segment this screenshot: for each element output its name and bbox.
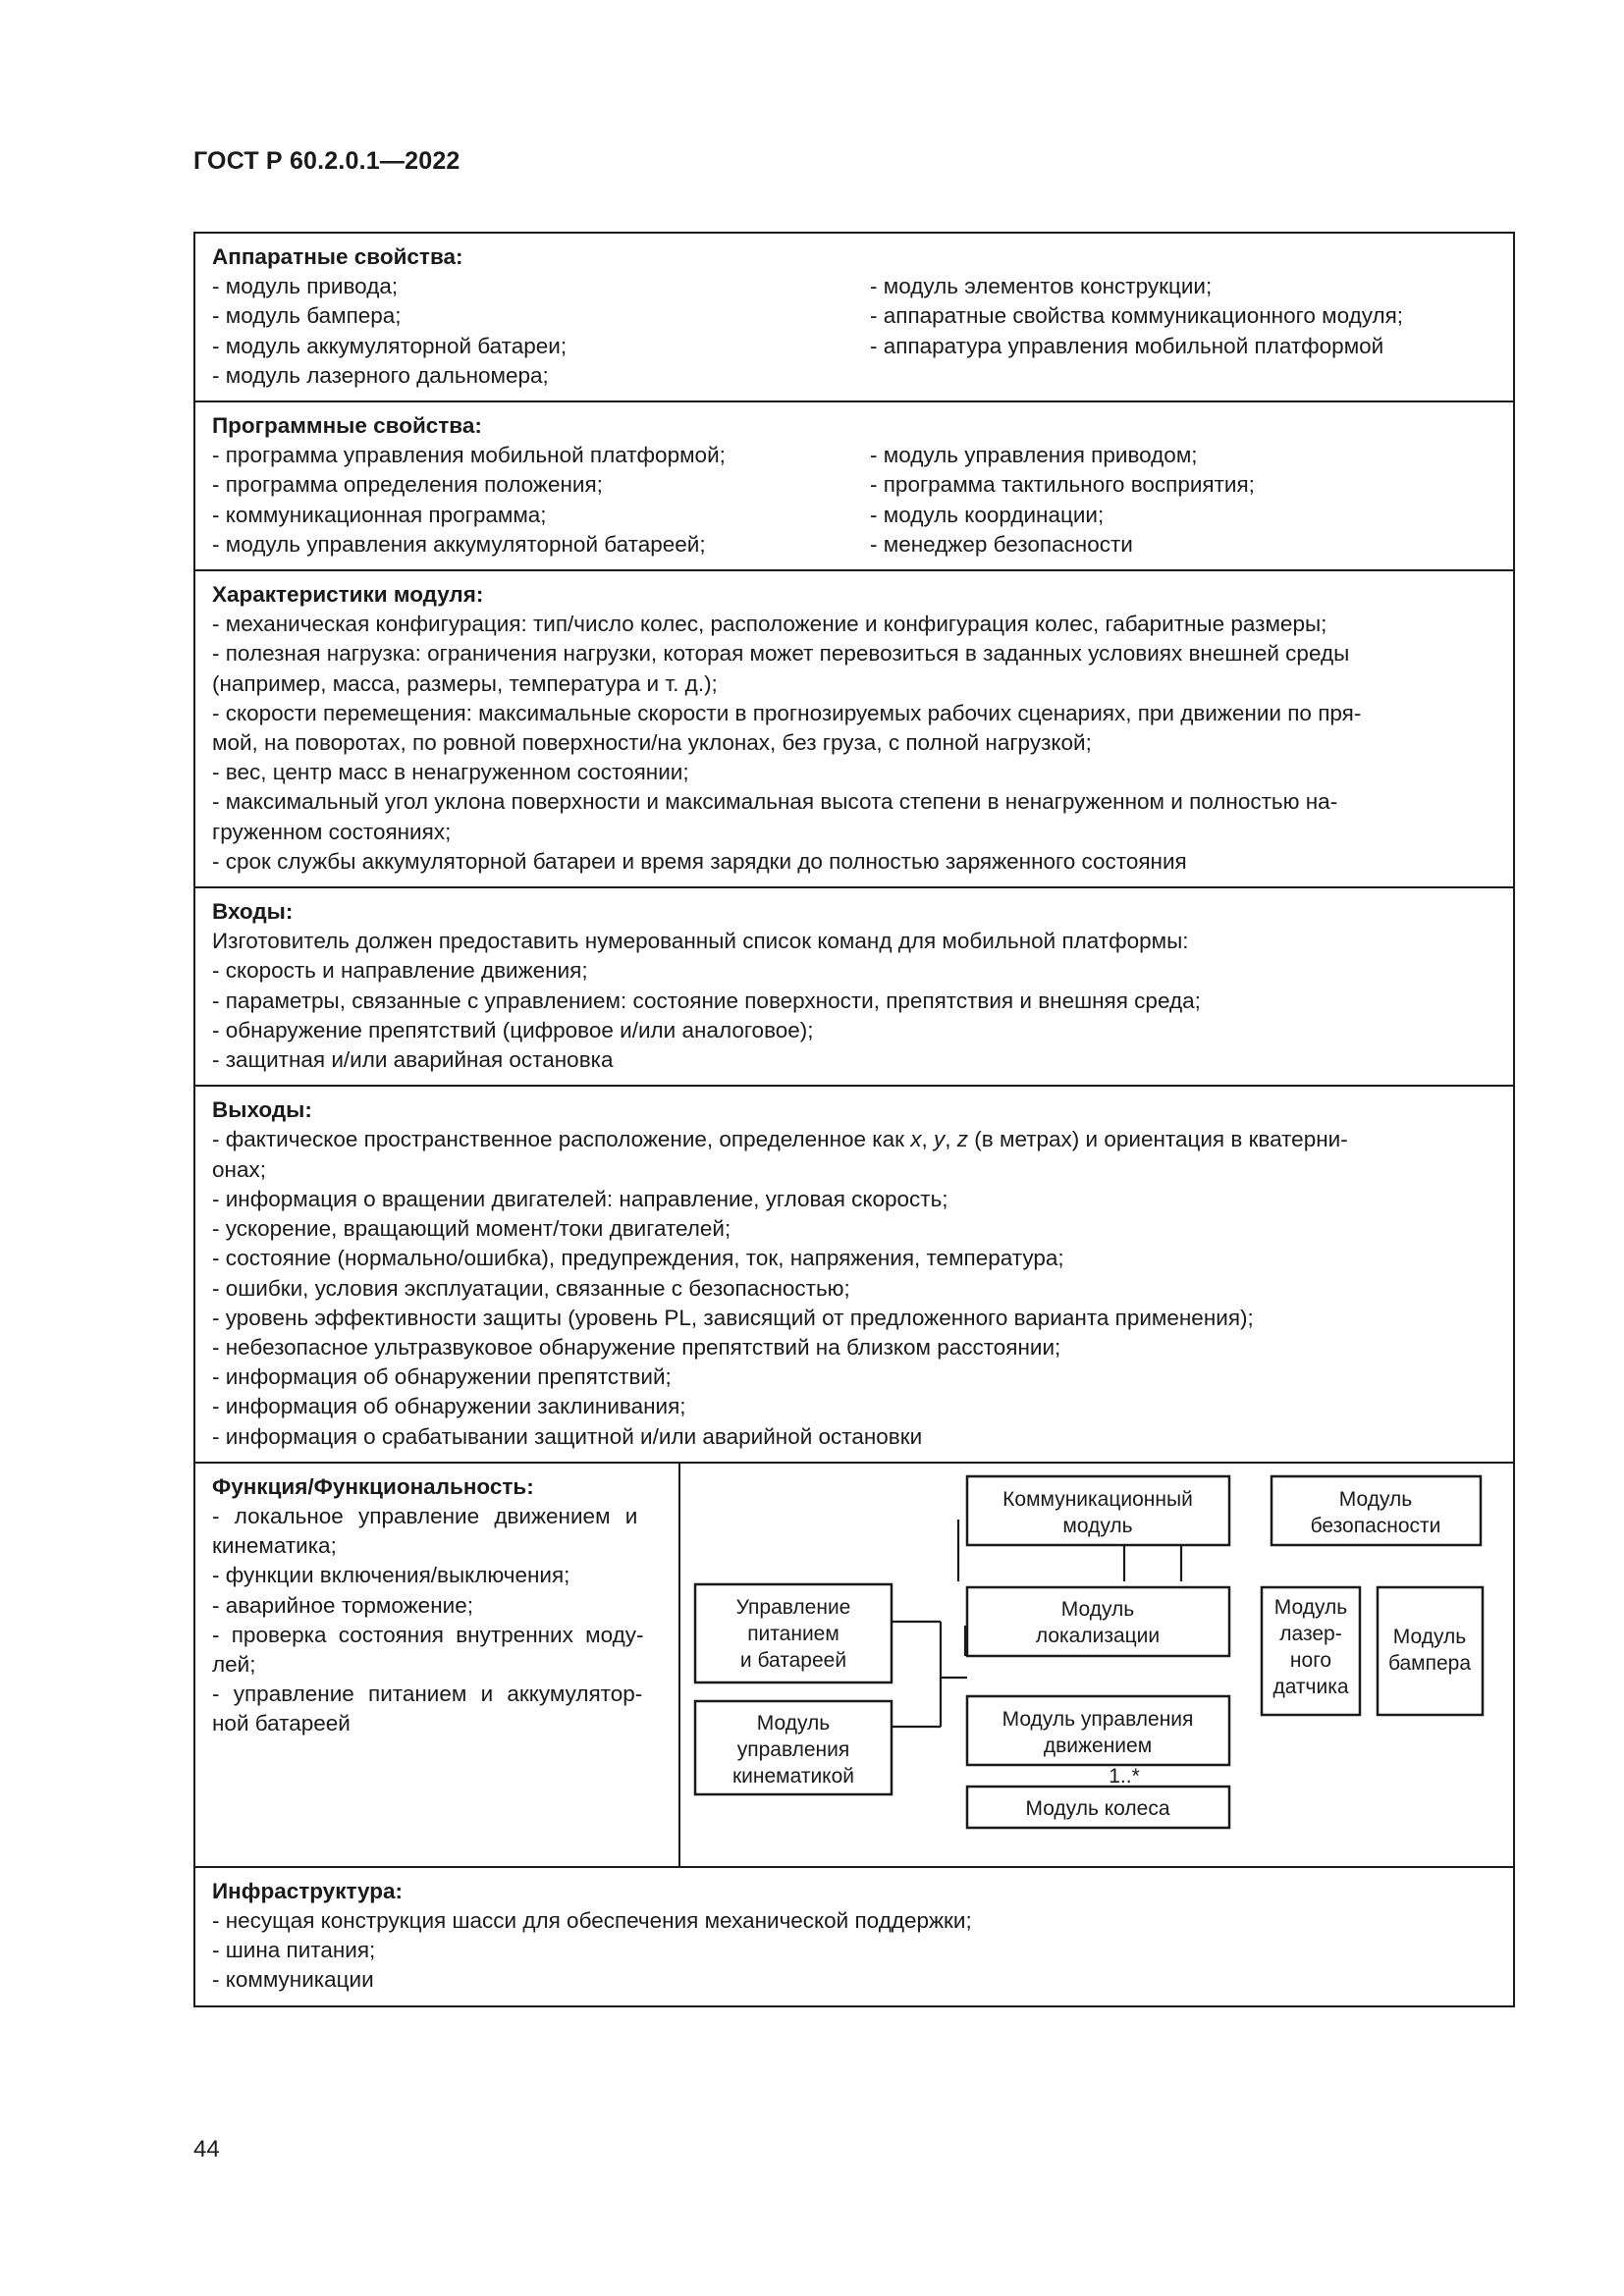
comm-label-2: модуль bbox=[1062, 1514, 1133, 1537]
list-item: - информация об обнаружении заклинивания; bbox=[212, 1394, 686, 1419]
list-item: кинематика; bbox=[212, 1533, 337, 1559]
list-item: (например, масса, размеры, температура и т. д.); bbox=[212, 670, 718, 696]
list-item: - механическая конфигурация: тип/число колес, расположение и конфигурация колес, габаритные размеры; bbox=[212, 612, 1327, 637]
list-item: - коммуникационная программа; bbox=[212, 502, 547, 527]
list-item: - коммуникации bbox=[212, 1967, 374, 1993]
architecture-diagram-svg bbox=[680, 1464, 1515, 1866]
list-item: - информация о срабатывании защитной и/или аварийной остановки bbox=[212, 1423, 923, 1449]
software-section bbox=[195, 402, 1513, 571]
bumper-label-1: Модуль bbox=[1392, 1625, 1467, 1648]
properties-table bbox=[193, 232, 1515, 2007]
laser-label-4: датчика bbox=[1272, 1675, 1349, 1698]
motion-label-1: Модуль управления bbox=[1001, 1707, 1194, 1731]
list-item: - модуль аккумуляторной батареи; bbox=[212, 333, 568, 358]
list-item: - программа определения положения; bbox=[212, 472, 603, 498]
bumper-module-box bbox=[1378, 1587, 1483, 1715]
var-z: z bbox=[956, 1127, 969, 1152]
infrastructure-section bbox=[195, 1868, 1513, 2005]
kinematics-label-3: кинематикой bbox=[731, 1764, 855, 1788]
list-item: - состояние (нормально/ошибка), предупреждения, ток, напряжения, температура; bbox=[212, 1246, 1064, 1271]
list-item: - модуль управления приводом; bbox=[870, 443, 1198, 468]
list-item: - модуль координации; bbox=[870, 502, 1105, 527]
list-item: - защитная и/или аварийная остановка bbox=[212, 1047, 614, 1073]
safety-label-1: Модуль bbox=[1338, 1487, 1413, 1511]
list-item: - вес, центр масс в ненагруженном состоянии; bbox=[212, 760, 689, 785]
list-item: - ошибки, условия эксплуатации, связанные с безопасностью; bbox=[212, 1275, 850, 1301]
software-title: Программные свойства: bbox=[212, 413, 482, 439]
power-label-3: и батареей bbox=[739, 1648, 847, 1672]
list-item: - несущая конструкция шасси для обеспечения механической поддержки; bbox=[212, 1907, 972, 1933]
text-span: , bbox=[921, 1127, 935, 1152]
list-item: - модуль привода; bbox=[212, 274, 399, 299]
list-item: - параметры, связанные с управлением: состояние поверхности, препятствия и внешняя среда; bbox=[212, 988, 1201, 1013]
list-item: - менеджер безопасности bbox=[870, 531, 1133, 557]
list-item: - уровень эффективности защиты (уровень PL, зависящий от предложенного варианта применения); bbox=[212, 1305, 1254, 1330]
list-item: - локальное управление движением и bbox=[212, 1503, 638, 1528]
list-item: - модуль управления аккумуляторной батареей; bbox=[212, 531, 706, 557]
architecture-diagram bbox=[680, 1464, 1513, 1866]
list-item: - полезная нагрузка: ограничения нагрузки, которая может перевозиться в заданных условиях внешней среды bbox=[212, 641, 1350, 667]
text-span: (в метрах) и ориентация в кватерни- bbox=[968, 1127, 1348, 1152]
list-item: - модуль бампера; bbox=[212, 303, 402, 329]
localization-label-1: Модуль bbox=[1060, 1597, 1135, 1621]
text-span: , bbox=[945, 1127, 957, 1152]
laser-label-3: ного bbox=[1289, 1648, 1332, 1672]
list-item: онах; bbox=[212, 1156, 266, 1182]
motion-label-2: движением bbox=[1043, 1734, 1153, 1757]
software-col-1 bbox=[212, 441, 870, 560]
list-item: - модуль элементов конструкции; bbox=[870, 274, 1213, 299]
function-text bbox=[195, 1464, 680, 1866]
laser-label-1: Модуль bbox=[1273, 1595, 1348, 1619]
list-item: Изготовитель должен предоставить нумерованный список команд для мобильной платформы: bbox=[212, 929, 1189, 954]
hardware-section bbox=[195, 234, 1513, 402]
safety-label-2: безопасности bbox=[1310, 1514, 1441, 1537]
list-item: - информация о вращении двигателей: направление, угловая скорость; bbox=[212, 1186, 948, 1211]
list-item: - аппаратные свойства коммуникационного модуля; bbox=[870, 303, 1404, 329]
list-item: - небезопасное ультразвуковое обнаружение препятствий на близком расстоянии; bbox=[212, 1334, 1061, 1360]
outputs-section bbox=[195, 1087, 1513, 1463]
list-item: - шина питания; bbox=[212, 1938, 376, 1963]
list-item: - максимальный угол уклона поверхности и максимальная высота степени в ненагруженном и полностью на- bbox=[212, 789, 1338, 815]
var-x: x bbox=[910, 1127, 922, 1152]
comm-label-1: Коммуникационный bbox=[1002, 1487, 1193, 1511]
infrastructure-title: Инфраструктура: bbox=[212, 1878, 404, 1903]
text-span: - фактическое пространственное расположение, определенное как bbox=[212, 1127, 911, 1152]
hardware-col-2 bbox=[870, 272, 1497, 391]
function-section bbox=[195, 1464, 1513, 1868]
hardware-col-1 bbox=[212, 272, 870, 391]
inputs-section bbox=[195, 888, 1513, 1087]
kinematics-label-2: управления bbox=[736, 1737, 850, 1761]
list-item: ной батареей bbox=[212, 1711, 351, 1736]
document-header: ГОСТ Р 60.2.0.1—2022 bbox=[193, 147, 460, 175]
wheel-label: Модуль колеса bbox=[1025, 1796, 1170, 1820]
kinematics-label-1: Модуль bbox=[756, 1711, 831, 1735]
list-item: - проверка состояния внутренних моду- bbox=[212, 1622, 644, 1647]
list-item: - модуль лазерного дальномера; bbox=[212, 362, 549, 388]
software-col-2 bbox=[870, 441, 1497, 560]
inputs-title: Входы: bbox=[212, 899, 294, 925]
var-y: y bbox=[934, 1127, 946, 1152]
characteristics-section bbox=[195, 571, 1513, 888]
localization-label-2: локализации bbox=[1035, 1624, 1161, 1647]
list-item: - ускорение, вращающий момент/токи двигателей; bbox=[212, 1216, 731, 1242]
list-item: - аварийное торможение; bbox=[212, 1592, 473, 1618]
list-item: - программа тактильного восприятия; bbox=[870, 472, 1255, 498]
list-item: - управление питанием и аккумулятор- bbox=[212, 1682, 643, 1707]
list-item: - информация об обнаружении препятствий; bbox=[212, 1364, 672, 1390]
list-item: лей; bbox=[212, 1651, 256, 1677]
list-item: - функции включения/выключения; bbox=[212, 1563, 570, 1588]
list-item: - срок службы аккумуляторной батареи и время зарядки до полностью заряженного состояния bbox=[212, 848, 1187, 874]
list-item: - скорость и направление движения; bbox=[212, 958, 588, 984]
list-item: - программа управления мобильной платформой; bbox=[212, 443, 726, 468]
list-item: груженном состояниях; bbox=[212, 819, 452, 844]
list-item: - обнаружение препятствий (цифровое и/или аналоговое); bbox=[212, 1017, 814, 1042]
list-item bbox=[212, 1125, 1497, 1154]
hardware-title: Аппаратные свойства: bbox=[212, 244, 463, 269]
page-number: 44 bbox=[193, 2136, 220, 2163]
power-label-1: Управление bbox=[735, 1595, 851, 1619]
function-title: Функция/Функциональность: bbox=[212, 1473, 534, 1499]
list-item: - аппаратура управления мобильной платформой bbox=[870, 333, 1384, 358]
characteristics-title: Характеристики модуля: bbox=[212, 582, 484, 608]
multiplicity-label: 1..* bbox=[1109, 1764, 1140, 1788]
bumper-label-2: бампера bbox=[1387, 1651, 1472, 1675]
power-label-2: питанием bbox=[747, 1622, 839, 1645]
outputs-title: Выходы: bbox=[212, 1097, 312, 1123]
list-item: мой, на поворотах, по ровной поверхности/на уклонах, без груза, с полной нагрузкой; bbox=[212, 730, 1092, 756]
laser-label-2: лазер- bbox=[1279, 1622, 1342, 1645]
list-item: - скорости перемещения: максимальные скорости в прогнозируемых рабочих сценариях, при движении по пря- bbox=[212, 700, 1362, 725]
